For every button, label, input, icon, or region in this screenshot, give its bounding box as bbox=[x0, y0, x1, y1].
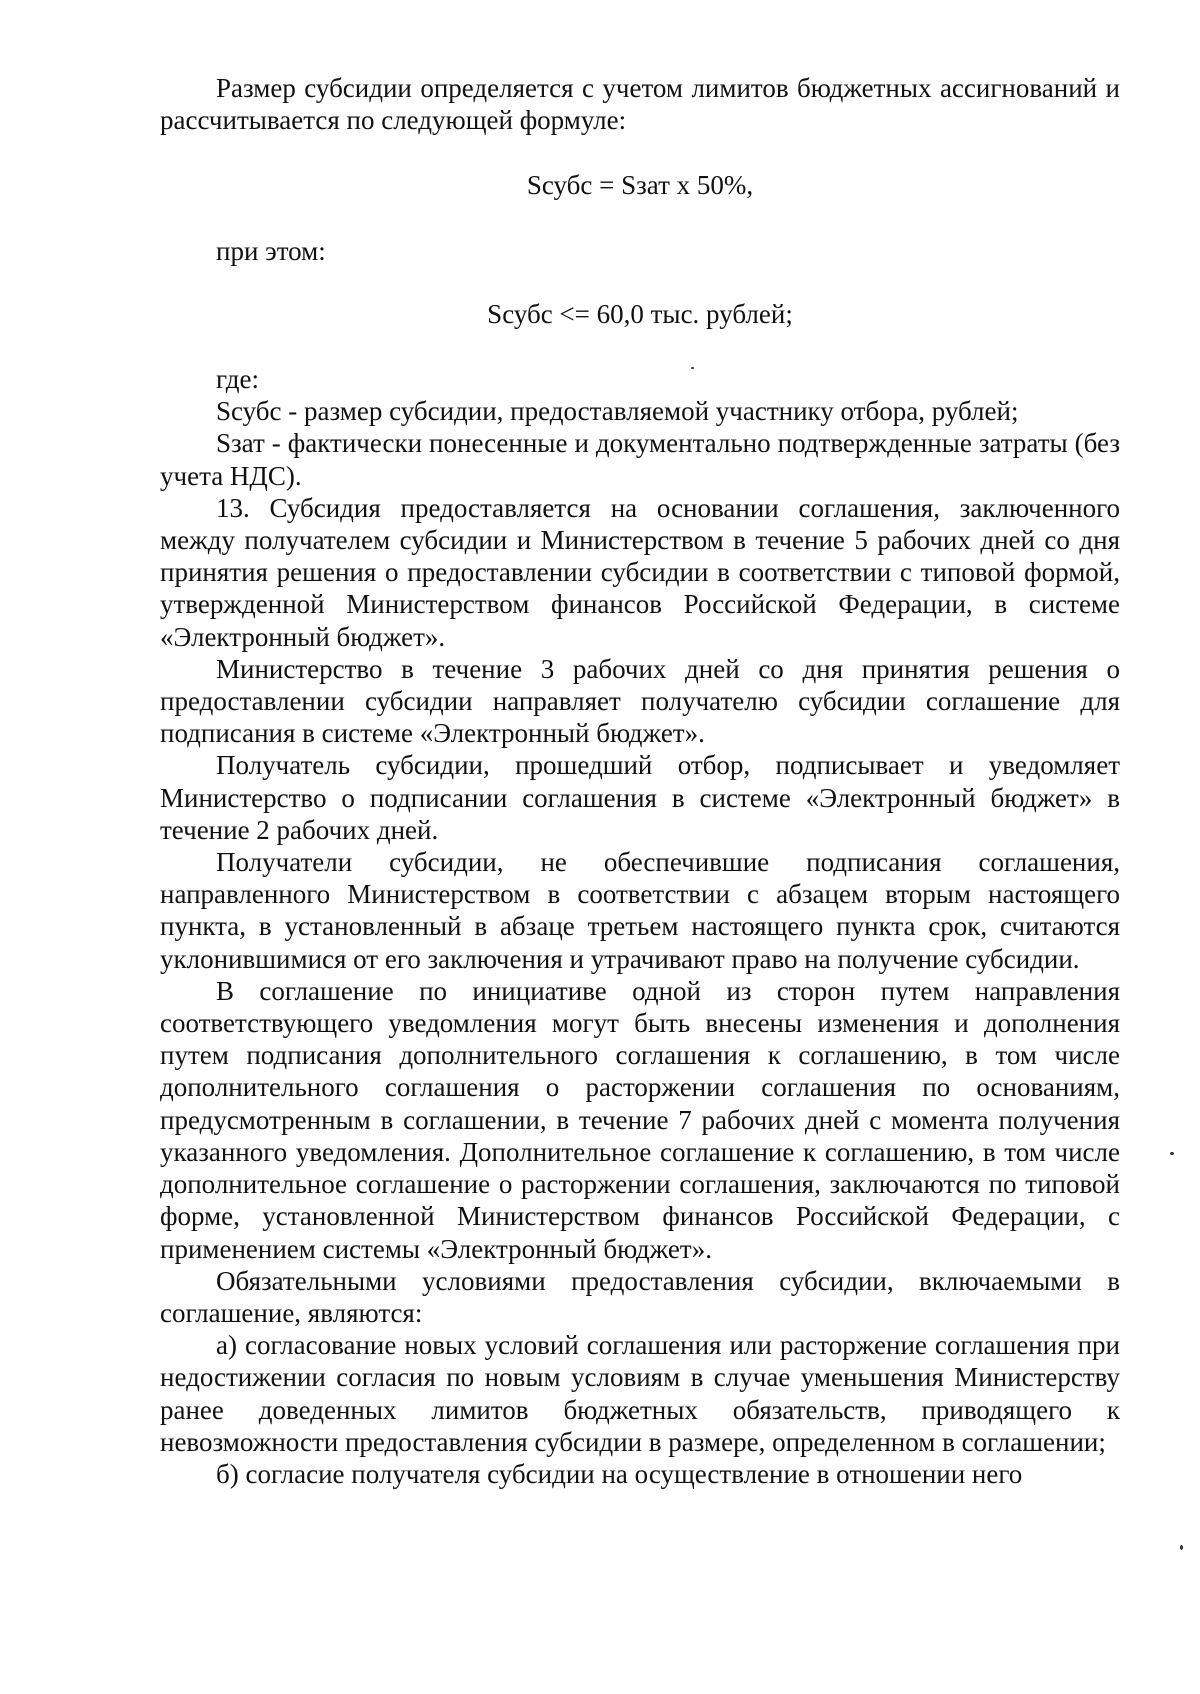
paragraph-pri-etom: при этом: bbox=[216, 235, 326, 266]
scan-speck bbox=[1170, 1152, 1174, 1155]
definition-szat: Sзат - фактически понесенные и документально подтвержденные затраты (без учета НДС). bbox=[160, 428, 1120, 491]
definition-ssubs: Sсубс - размер субсидии, предоставляемой участнику отбора, рублей; bbox=[216, 396, 1019, 427]
scan-speck bbox=[691, 367, 694, 369]
spacer bbox=[160, 267, 1120, 298]
paragraph-subsidy-size: Размер субсидии определяется с учетом лимитов бюджетных ассигнований и рассчитывается по следующей формуле: bbox=[160, 73, 1120, 136]
spacer bbox=[160, 330, 1120, 363]
paragraph-gde: где: bbox=[216, 364, 259, 395]
paragraph-recipient-signs: Получатель субсидии, прошедший отбор, подписывает и уведомляет Министерство о подписании соглашения в системе «Электронный бюджет» в течение 2 рабочих дней. bbox=[160, 750, 1120, 845]
document-page bbox=[160, 72, 1120, 1490]
paragraph-clause-13: 13. Субсидия предоставляется на основании соглашения, заключенного между получателем субсидии и Министерством в течение 5 рабочих дней со дня принятия решения о предоставлении субсидии в соответствии с типовой формой, утвержденной Министерством финансов Российской Федерации, в системе «Электронный бюджет». bbox=[160, 492, 1120, 652]
list-item-a: а) согласование новых условий соглашения или расторжение соглашения при недостижении согласия по новым условиям в случае уменьшения Министерству ранее доведенных лимитов бюджетных обязательств, приводящего к невозможности предоставления субсидии в размере, определенном в соглашении; bbox=[160, 1330, 1120, 1457]
scan-speck bbox=[1180, 1545, 1183, 1550]
spacer bbox=[160, 136, 1120, 169]
list-item-b: б) согласие получателя субсидии на осуществление в отношении него bbox=[216, 1458, 1023, 1489]
formula-subsidy-limit: Sсубс <= 60,0 тыс. рублей; bbox=[487, 298, 793, 329]
spacer bbox=[160, 202, 1120, 235]
paragraph-mandatory-conditions: Обязательными условиями предоставления субсидии, включаемыми в соглашение, являются: bbox=[160, 1265, 1120, 1328]
formula-subsidy-calculation: Sсубс = Sзат х 50%, bbox=[526, 170, 754, 201]
paragraph-amendments: В соглашение по инициативе одной из сторон путем направления соответствующего уведомления могут быть внесены изменения и дополнения путем подписания дополнительного соглашения к соглашению, в том числе дополнительного соглашения о расторжении соглашения по основаниям, предусмотренным в соглашении, в течение 7 рабочих дней с момента получения указанного уведомления. Дополнительное соглашение к соглашению, в том числе дополнительное соглашение о расторжении соглашения, заключаются по типовой форме, установленной Министерством финансов Российской Федерации, с применением системы «Электронный бюджет». bbox=[160, 975, 1120, 1264]
paragraph-ministry-sends-agreement: Министерство в течение 3 рабочих дней со дня принятия решения о предоставлении субсидии направляет получателю субсидии соглашение для подписания в системе «Электронный бюджет». bbox=[160, 653, 1120, 749]
paragraph-evasion: Получатели субсидии, не обеспечившие подписания соглашения, направленного Министерством в соответствии с абзацем вторым настоящего пункта, в установленный в абзаце третьем настоящего пункта срок, считаются уклонившимися от его заключения и утрачивают право на получение субсидии. bbox=[160, 847, 1120, 974]
